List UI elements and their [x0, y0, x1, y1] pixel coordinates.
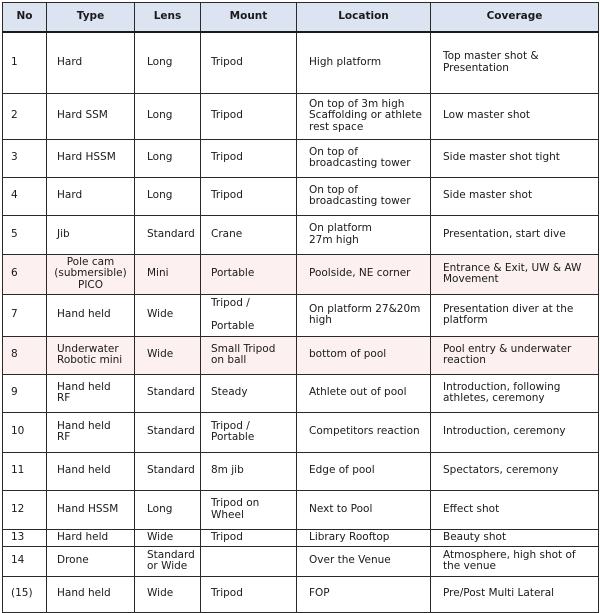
cell-no: 4 — [3, 177, 47, 215]
header-coverage: Coverage — [431, 3, 599, 33]
cell-location: FOP — [297, 576, 431, 612]
cell-location: On platform 27m high — [297, 215, 431, 254]
table-row — [3, 374, 599, 412]
cell-location: High platform — [297, 32, 431, 93]
cell-mount: Crane — [201, 215, 297, 254]
cell-coverage: Pool entry & underwater reaction — [431, 336, 599, 374]
cell-type: Hand held — [47, 294, 135, 336]
cell-location: On top of 3m high Scaffolding or athlete rest space — [297, 93, 431, 139]
cell-mount: Small Tripod on ball — [201, 336, 297, 374]
cell-location: On platform 27&20m high — [297, 294, 431, 336]
cell-lens: Standard or Wide — [135, 546, 201, 576]
table-row — [3, 254, 599, 294]
cell-type: Hard HSSM — [47, 139, 135, 177]
table-row — [3, 576, 599, 612]
cell-coverage: Effect shot — [431, 490, 599, 529]
cell-coverage: Spectators, ceremony — [431, 452, 599, 490]
cell-no: 5 — [3, 215, 47, 254]
cell-mount: Tripod — [201, 576, 297, 612]
table-row — [3, 452, 599, 490]
cell-lens: Standard — [135, 374, 201, 412]
cell-no: 12 — [3, 490, 47, 529]
table-row — [3, 93, 599, 139]
cell-no: 6 — [3, 254, 47, 294]
cell-location: Next to Pool — [297, 490, 431, 529]
cell-coverage: Low master shot — [431, 93, 599, 139]
cell-type: Hand held RF — [47, 374, 135, 412]
cell-no: 9 — [3, 374, 47, 412]
cell-location: On top of broadcasting tower — [297, 177, 431, 215]
cell-no: 14 — [3, 546, 47, 576]
cell-lens: Wide — [135, 294, 201, 336]
header-location: Location — [297, 3, 431, 33]
cell-mount: Tripod — [201, 177, 297, 215]
cell-lens: Long — [135, 490, 201, 529]
cell-location: bottom of pool — [297, 336, 431, 374]
cell-no: 13 — [3, 529, 47, 546]
cell-lens: Long — [135, 177, 201, 215]
cell-lens: Wide — [135, 529, 201, 546]
cell-coverage: Presentation diver at the platform — [431, 294, 599, 336]
cell-mount: Steady — [201, 374, 297, 412]
cell-coverage: Side master shot — [431, 177, 599, 215]
cell-type: Pole cam (submersible) PICO — [47, 254, 135, 294]
table-row — [3, 215, 599, 254]
table-row — [3, 529, 599, 546]
cell-no: 3 — [3, 139, 47, 177]
cell-lens: Long — [135, 139, 201, 177]
cell-lens: Wide — [135, 576, 201, 612]
cell-coverage: Side master shot tight — [431, 139, 599, 177]
cell-location: Competitors reaction — [297, 412, 431, 452]
cell-no: 8 — [3, 336, 47, 374]
cell-mount: 8m jib — [201, 452, 297, 490]
cell-mount: Tripod — [201, 93, 297, 139]
cell-type: Hard — [47, 177, 135, 215]
header-type: Type — [47, 3, 135, 33]
cell-type: Hard held — [47, 529, 135, 546]
cell-no: 10 — [3, 412, 47, 452]
cell-mount: Tripod / Portable — [201, 294, 297, 336]
cell-type: Hand held — [47, 576, 135, 612]
cell-no: 2 — [3, 93, 47, 139]
cell-lens: Standard — [135, 412, 201, 452]
table-row — [3, 546, 599, 576]
cell-type: Hard — [47, 32, 135, 93]
cell-mount: Tripod — [201, 529, 297, 546]
table-row — [3, 177, 599, 215]
cell-coverage: Atmosphere, high shot of the venue — [431, 546, 599, 576]
cell-type: Hard SSM — [47, 93, 135, 139]
cell-lens: Standard — [135, 215, 201, 254]
cell-type: Underwater Robotic mini — [47, 336, 135, 374]
table-row — [3, 294, 599, 336]
cell-no: (15) — [3, 576, 47, 612]
cell-mount: Tripod on Wheel — [201, 490, 297, 529]
table-row — [3, 139, 599, 177]
cell-location: Edge of pool — [297, 452, 431, 490]
cell-lens: Wide — [135, 336, 201, 374]
cell-coverage: Entrance & Exit, UW & AW Movement — [431, 254, 599, 294]
header-no: No — [3, 3, 47, 33]
cell-type: Jib — [47, 215, 135, 254]
cell-no: 7 — [3, 294, 47, 336]
cell-coverage: Pre/Post Multi Lateral — [431, 576, 599, 612]
camera-table — [2, 2, 599, 613]
camera-plan-document — [2, 2, 598, 613]
cell-mount — [201, 546, 297, 576]
cell-location: Athlete out of pool — [297, 374, 431, 412]
cell-coverage: Introduction, ceremony — [431, 412, 599, 452]
table-header-row — [3, 3, 599, 33]
cell-type: Hand held RF — [47, 412, 135, 452]
cell-type: Hand held — [47, 452, 135, 490]
cell-lens: Mini — [135, 254, 201, 294]
cell-mount: Tripod — [201, 139, 297, 177]
cell-mount: Portable — [201, 254, 297, 294]
cell-coverage: Beauty shot — [431, 529, 599, 546]
table-row — [3, 336, 599, 374]
cell-type: Drone — [47, 546, 135, 576]
cell-coverage: Presentation, start dive — [431, 215, 599, 254]
cell-location: Library Rooftop — [297, 529, 431, 546]
cell-coverage: Introduction, following athletes, ceremony — [431, 374, 599, 412]
cell-type: Hand HSSM — [47, 490, 135, 529]
table-row — [3, 412, 599, 452]
cell-location: On top of broadcasting tower — [297, 139, 431, 177]
header-mount: Mount — [201, 3, 297, 33]
cell-mount: Tripod / Portable — [201, 412, 297, 452]
cell-coverage: Top master shot & Presentation — [431, 32, 599, 93]
cell-no: 1 — [3, 32, 47, 93]
table-row — [3, 32, 599, 93]
cell-lens: Standard — [135, 452, 201, 490]
header-lens: Lens — [135, 3, 201, 33]
cell-location: Poolside, NE corner — [297, 254, 431, 294]
table-body — [3, 32, 599, 612]
cell-lens: Long — [135, 32, 201, 93]
cell-lens: Long — [135, 93, 201, 139]
cell-location: Over the Venue — [297, 546, 431, 576]
cell-no: 11 — [3, 452, 47, 490]
cell-mount: Tripod — [201, 32, 297, 93]
table-row — [3, 490, 599, 529]
